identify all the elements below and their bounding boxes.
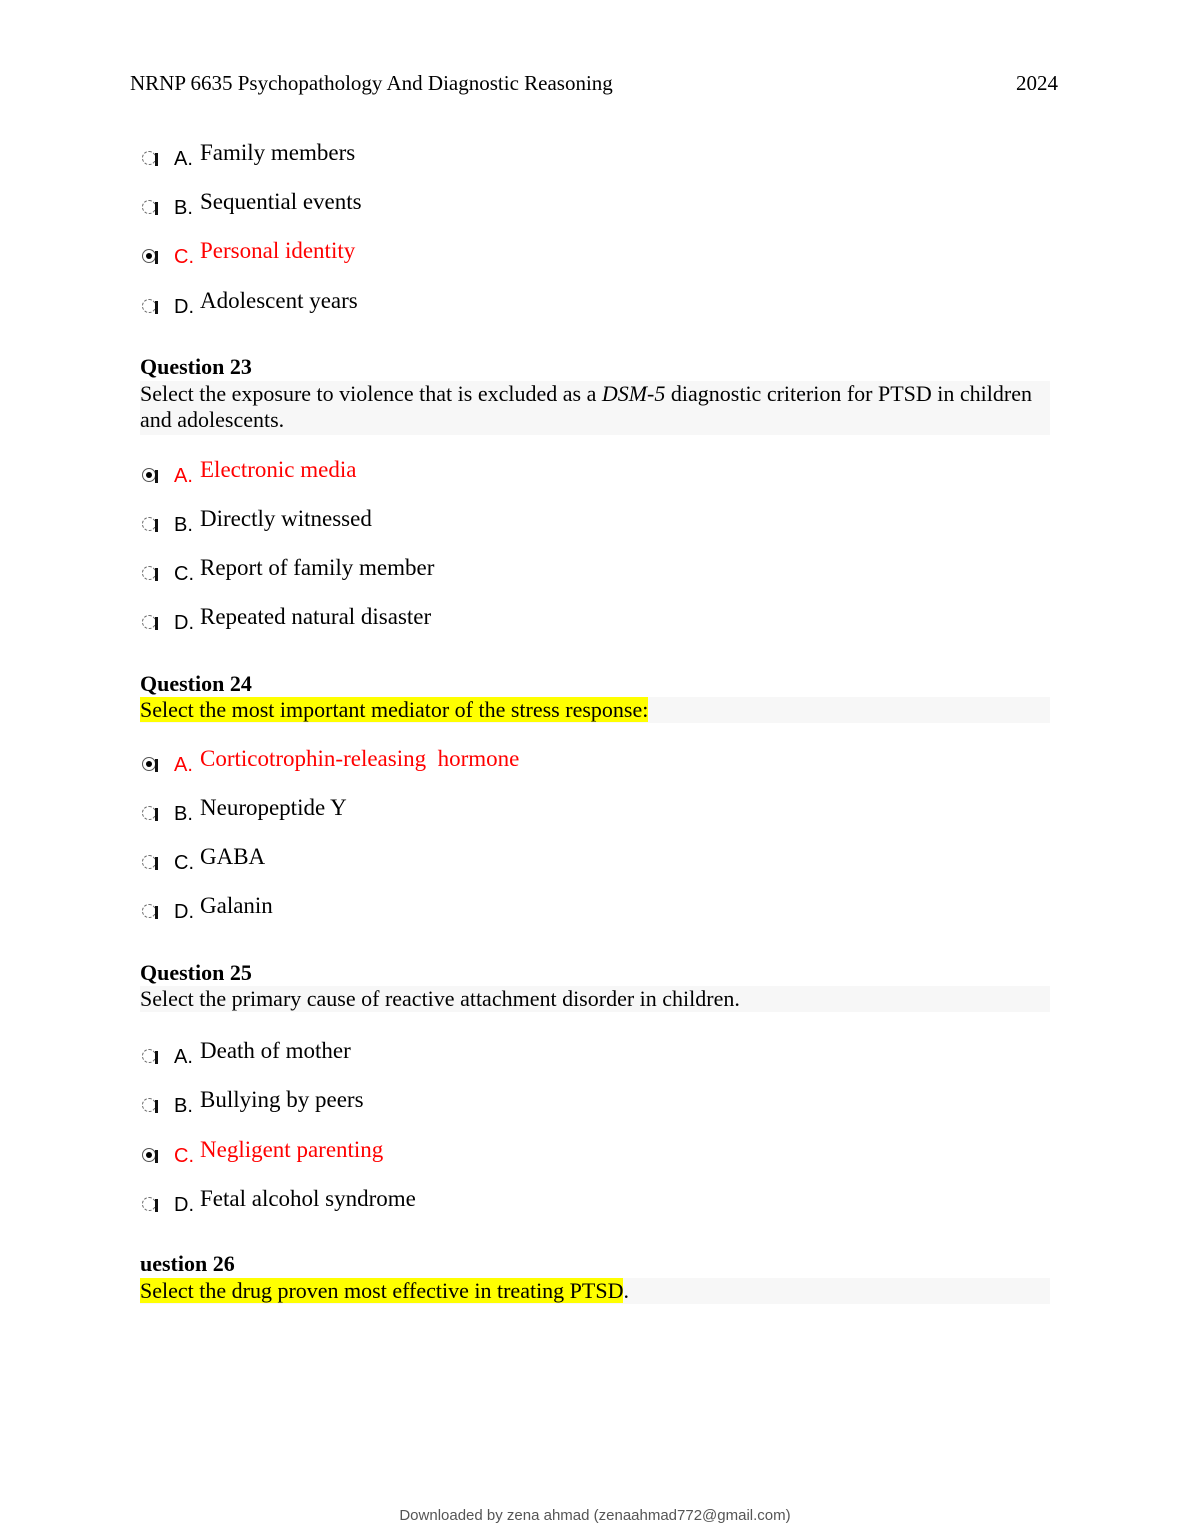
question-24-title: Question 24 (140, 671, 252, 696)
radio-unchecked-icon[interactable] (142, 1049, 156, 1063)
question-25-prompt: Select the primary cause of reactive attachment disorder in children. (140, 986, 1050, 1012)
q23-option-a-selected[interactable]: A. Electronic media (140, 459, 1040, 489)
question-26-prompt: Select the drug proven most effective in treating PTSD. (140, 1278, 1050, 1304)
radio-unchecked-icon[interactable] (142, 200, 156, 214)
option-text: Death of mother (200, 1038, 351, 1063)
page-header (130, 70, 1058, 96)
q24-option-b[interactable]: B. Neuropeptide Y (140, 797, 1040, 827)
option-text: Family members (200, 140, 356, 165)
radio-unchecked-icon[interactable] (142, 1197, 156, 1211)
radio-unchecked-icon[interactable] (142, 517, 156, 531)
option-text: Electronic media (200, 457, 357, 482)
option-text: Personal identity (200, 238, 356, 263)
question-23-title: Question 23 (140, 354, 252, 379)
highlighted-prompt: Select the drug proven most effective in treating PTSD (140, 1278, 624, 1303)
radio-unchecked-icon[interactable] (142, 615, 156, 629)
question-26-title: uestion 26 (140, 1251, 235, 1276)
question-23-prompt: Select the exposure to violence that is excluded as a DSM-5 diagnostic criterion for PTSD in children and adolescents. (140, 381, 1050, 435)
radio-checked-icon[interactable] (142, 468, 156, 482)
q25-option-a[interactable]: A. Death of mother (140, 1040, 1040, 1070)
radio-unchecked-icon[interactable] (142, 566, 156, 580)
q24-option-a-selected[interactable]: A. Corticotrophin-releasing hormone (140, 748, 1040, 778)
q23-option-c[interactable]: C. Report of family member (140, 557, 1040, 587)
radio-unchecked-icon[interactable] (142, 299, 156, 313)
radio-unchecked-icon[interactable] (142, 855, 156, 869)
radio-checked-icon[interactable] (142, 249, 156, 263)
option-text: Corticotrophin-releasing hormone (200, 746, 520, 771)
option-text: Repeated natural disaster (200, 604, 432, 629)
highlighted-prompt: Select the most important mediator of the stress response: (140, 697, 649, 722)
question-25-title: Question 25 (140, 960, 252, 985)
download-footer: Downloaded by zena ahmad (zenaahmad772@gmail.com) (399, 1507, 791, 1524)
question-24-prompt (140, 697, 1050, 723)
q25-option-d[interactable]: D. Fetal alcohol syndrome (140, 1188, 1040, 1218)
q25-option-c-selected[interactable]: C. Negligent parenting (140, 1139, 1040, 1169)
option-text: Neuropeptide Y (200, 795, 347, 820)
option-text: GABA (200, 844, 266, 869)
q25-option-b[interactable]: B. Bullying by peers (140, 1089, 1040, 1119)
q22-option-c-selected[interactable]: C. Personal identity (140, 240, 1040, 270)
option-text: Adolescent years (200, 288, 358, 313)
option-text: Fetal alcohol syndrome (200, 1186, 416, 1211)
option-text: Directly witnessed (200, 506, 372, 531)
q23-option-b[interactable]: B. Directly witnessed (140, 508, 1040, 538)
option-text: Negligent parenting (200, 1137, 384, 1162)
option-text: Galanin (200, 893, 273, 918)
q22-option-a[interactable]: A. Family members (140, 142, 1040, 172)
option-text: Bullying by peers (200, 1087, 364, 1112)
radio-checked-icon[interactable] (142, 1148, 156, 1162)
q24-option-c[interactable]: C. GABA (140, 846, 1040, 876)
option-text: Report of family member (200, 555, 435, 580)
q24-option-d[interactable]: D. Galanin (140, 895, 1040, 925)
radio-unchecked-icon[interactable] (142, 1098, 156, 1112)
radio-unchecked-icon[interactable] (142, 904, 156, 918)
q23-option-d[interactable]: D. Repeated natural disaster (140, 606, 1040, 636)
header-year: 2024 (1016, 71, 1058, 95)
option-text: Sequential events (200, 189, 362, 214)
q22-option-d[interactable]: D. Adolescent years (140, 290, 1040, 320)
radio-checked-icon[interactable] (142, 757, 156, 771)
course-title: NRNP 6635 Psychopathology And Diagnostic Reasoning (130, 71, 613, 95)
radio-unchecked-icon[interactable] (142, 806, 156, 820)
q22-option-b[interactable]: B. Sequential events (140, 191, 1040, 221)
radio-unchecked-icon[interactable] (142, 151, 156, 165)
